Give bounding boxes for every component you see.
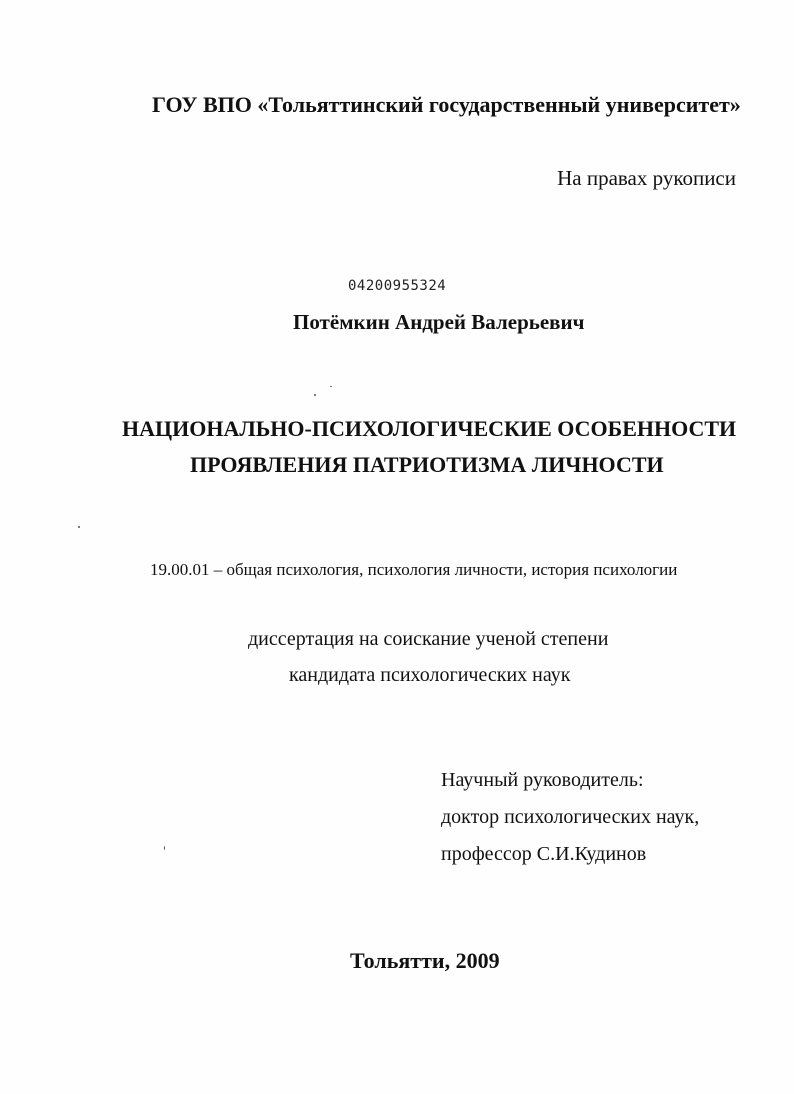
institution-name: ГОУ ВПО «Тольяттинский государственный университет» bbox=[152, 92, 741, 117]
scan-speck bbox=[164, 846, 165, 850]
dissertation-line-1: диссертация на соискание ученой степени bbox=[248, 628, 609, 650]
city-year: Тольятти, 2009 bbox=[350, 948, 500, 973]
advisor-name: профессор С.И.Кудинов bbox=[441, 843, 647, 865]
stamp-number: 04200955324 bbox=[348, 278, 447, 294]
scan-speck bbox=[314, 394, 316, 396]
scan-speck bbox=[330, 386, 332, 387]
scan-speck bbox=[78, 526, 80, 528]
specialty-code: 19.00.01 – общая психология, психология личности, история психологии bbox=[150, 560, 678, 579]
manuscript-rights-note: На правах рукописи bbox=[557, 166, 736, 190]
title-line-2: ПРОЯВЛЕНИЯ ПАТРИОТИЗМА ЛИЧНОСТИ bbox=[190, 452, 664, 477]
author-name: Потёмкин Андрей Валерьевич bbox=[293, 310, 585, 334]
title-line-1: НАЦИОНАЛЬНО-ПСИХОЛОГИЧЕСКИЕ ОСОБЕННОСТИ bbox=[122, 416, 737, 441]
advisor-degree: доктор психологических наук, bbox=[441, 806, 700, 828]
dissertation-line-2: кандидата психологических наук bbox=[289, 664, 571, 686]
advisor-label: Научный руководитель: bbox=[441, 769, 644, 791]
